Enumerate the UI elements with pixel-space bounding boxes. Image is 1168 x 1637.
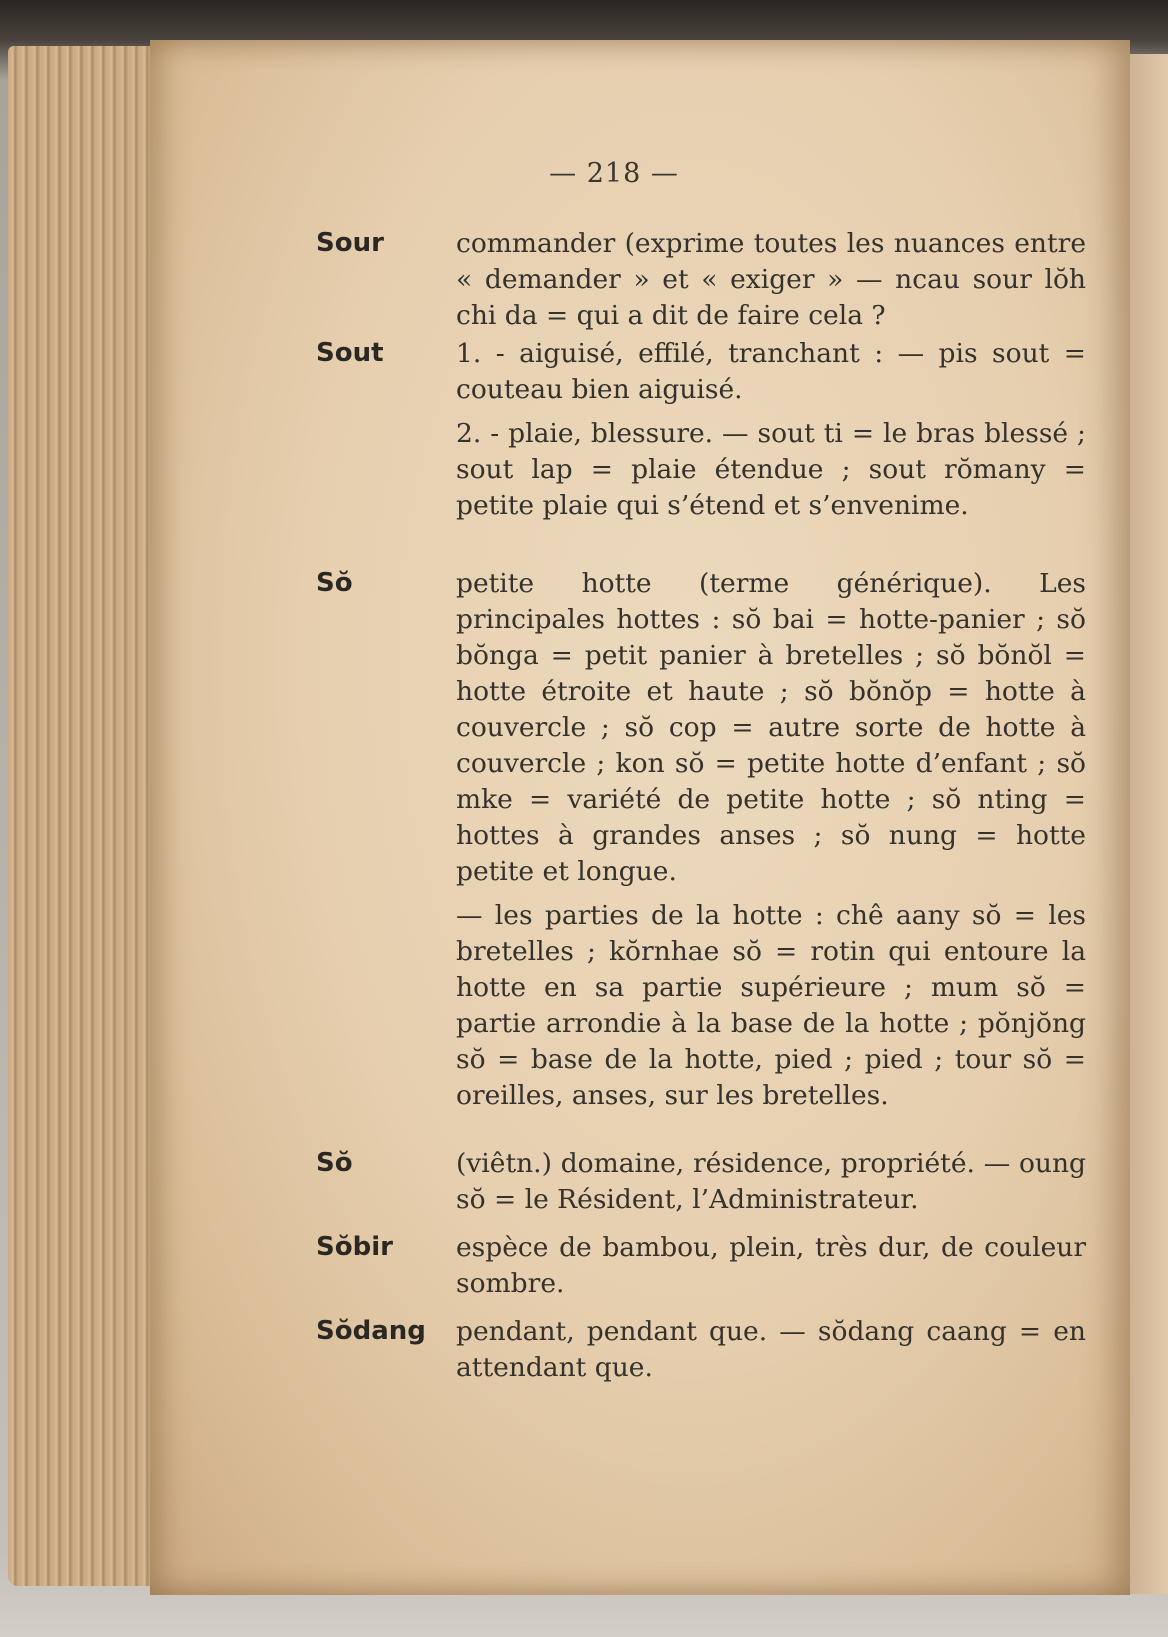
entry-headword-sodang: Sŏdang <box>316 1316 426 1346</box>
entry-definition-sodang: pendant, pendant que. — sŏdang caang = en attendant que. <box>456 1316 1086 1383</box>
entry-definition-sout-1: 1. - aiguisé, effilé, tranchant : — pis sout = couteau bien aiguisé. <box>456 338 1086 405</box>
entry-definition-so-hotte-1: petite hotte (terme générique). Les principales hottes : sŏ bai = hotte-panier ; sŏ bŏnga = petit panier à bretelles ; sŏ bŏnŏl = hotte étroite et haute ; sŏ bŏnŏp = hotte à couvercle ; sŏ cop = autre sorte de hotte à couvercle ; kon sŏ = petite hotte d’enfant ; sŏ mke = variété de petite hotte ; sŏ nting = hottes à grandes anses ; sŏ nung = hotte petite et longue. <box>456 568 1086 887</box>
entry-headword-so-hotte: Sŏ <box>316 568 353 598</box>
stacked-page-edges <box>8 46 158 1586</box>
entry-definition-so-domaine: (viêtn.) domaine, résidence, propriété. — oung sŏ = le Résident, l’Administrateur. <box>456 1148 1086 1215</box>
entry-definition-sour: commander (exprime toutes les nuances entre « demander » et « exiger » — ncau sour lŏh chi da = qui a dit de faire cela ? <box>456 228 1086 331</box>
page-number: — 218 — <box>549 158 679 189</box>
entry-headword-sobir: Sŏbir <box>316 1232 393 1262</box>
entry-headword-so-domaine: Sŏ <box>316 1148 353 1178</box>
entry-definition-so-hotte-2: — les parties de la hotte : chê aany sŏ = les bretelles ; kŏrnhae sŏ = rotin qui entoure la hotte en sa partie supérieure ; mum sŏ = partie arrondie à la base de la hotte ; pŏnjŏng sŏ = base de la hotte, pied ; pied ; tour sŏ = oreilles, anses, sur les bretelles. <box>456 900 1086 1111</box>
entry-headword-sour: Sour <box>316 228 384 258</box>
entry-headword-sout: Sout <box>316 338 384 368</box>
entry-definition-sout-2: 2. - plaie, blessure. — sout ti = le bras blessé ; sout lap = plaie étendue ; sout rŏmany = petite plaie qui s’étend et s’envenime. <box>456 418 1086 521</box>
entry-definition-sobir: espèce de bambou, plein, très dur, de couleur sombre. <box>456 1232 1086 1299</box>
